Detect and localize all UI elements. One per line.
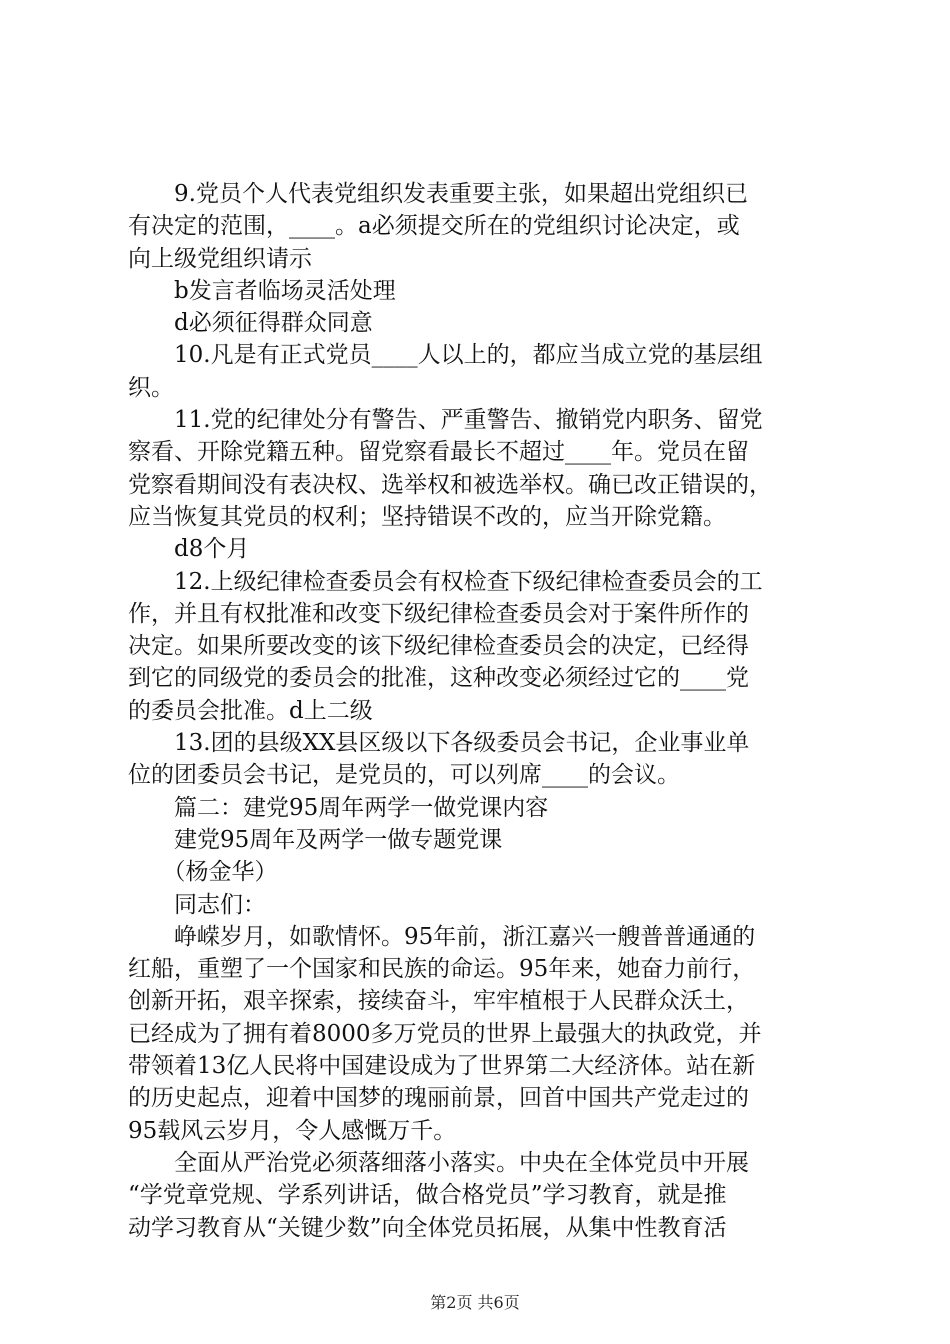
text-line: 作，并且有权批准和改变下级纪律检查委员会对于案件所作的	[128, 600, 749, 627]
text-line: 95载风云岁月，令人感慨万千。	[128, 1117, 457, 1144]
text-line: 篇二：建党95周年两学一做党课内容	[128, 794, 549, 821]
text-line: 11.党的纪律处分有警告、严重警告、撤销党内职务、留党	[128, 407, 763, 434]
text-line: d必须征得群众同意	[128, 310, 373, 337]
text-line: 12.上级纪律检查委员会有权检查下级纪律检查委员会的工	[128, 568, 763, 595]
text-line: b发言者临场灵活处理	[128, 277, 396, 304]
text-line: 位的团委员会书记，是党员的，可以列席____的会议。	[128, 762, 680, 789]
text-line: 建党95周年及两学一做专题党课	[128, 826, 503, 853]
text-line: 9.党员个人代表党组织发表重要主张，如果超出党组织已	[128, 181, 748, 207]
text-line: 13.团的县级XX县区级以下各级委员会书记，企业事业单	[128, 730, 750, 757]
text-line: 创新开拓，艰辛探索，接续奋斗，牢牢植根于人民群众沃土，	[128, 988, 749, 1015]
text-line: d8个月	[128, 536, 250, 563]
text-line: 的历史起点，迎着中国梦的瑰丽前景，回首中国共产党走过的	[128, 1085, 749, 1112]
document-body	[128, 178, 833, 1244]
text-line: 的委员会批准。d上二级	[128, 697, 373, 724]
text-line: 党察看期间没有表决权、选举权和被选举权。确已改正错误的，	[128, 471, 772, 498]
text-line: 带领着13亿人民将中国建设成为了世界第二大经济体。站在新	[128, 1053, 756, 1080]
text-line: 红船，重塑了一个国家和民族的命运。95年来，她奋力前行，	[128, 956, 756, 983]
text-line: 织。	[128, 374, 174, 401]
text-line: 峥嵘岁月，如歌情怀。95年前，浙江嘉兴一艘普普通通的	[128, 923, 756, 950]
text-line: 已经成为了拥有着8000多万党员的世界上最强大的执政党，并	[128, 1020, 762, 1047]
text-line: 同志们：	[128, 891, 266, 918]
text-line: “学党章党规、学系列讲话，做合格党员”学习教育，就是推	[128, 1182, 727, 1209]
text-line: 全面从严治党必须落细落小落实。中央在全体党员中开展	[128, 1149, 749, 1176]
text-line: 决定。如果所要改变的该下级纪律检查委员会的决定，已经得	[128, 633, 749, 660]
text-line: 10.凡是有正式党员____人以上的，都应当成立党的基层组	[128, 342, 763, 369]
text-line: 应当恢复其党员的权利；坚持错误不改的，应当开除党籍。	[128, 503, 726, 530]
text-line: （杨金华）	[128, 859, 278, 886]
page-footer: 第2页 共6页	[430, 1293, 520, 1312]
text-line: 到它的同级党的委员会的批准，这种改变必须经过它的____党	[128, 665, 749, 692]
text-line: 察看、开除党籍五种。留党察看最长不超过____年。党员在留	[128, 439, 749, 466]
text-line: 有决定的范围，____。a必须提交所在的党组织讨论决定，或	[128, 213, 740, 240]
text-line: 向上级党组织请示	[128, 245, 312, 272]
text-line: 动学习教育从“关键少数”向全体党员拓展，从集中性教育活	[128, 1214, 727, 1241]
